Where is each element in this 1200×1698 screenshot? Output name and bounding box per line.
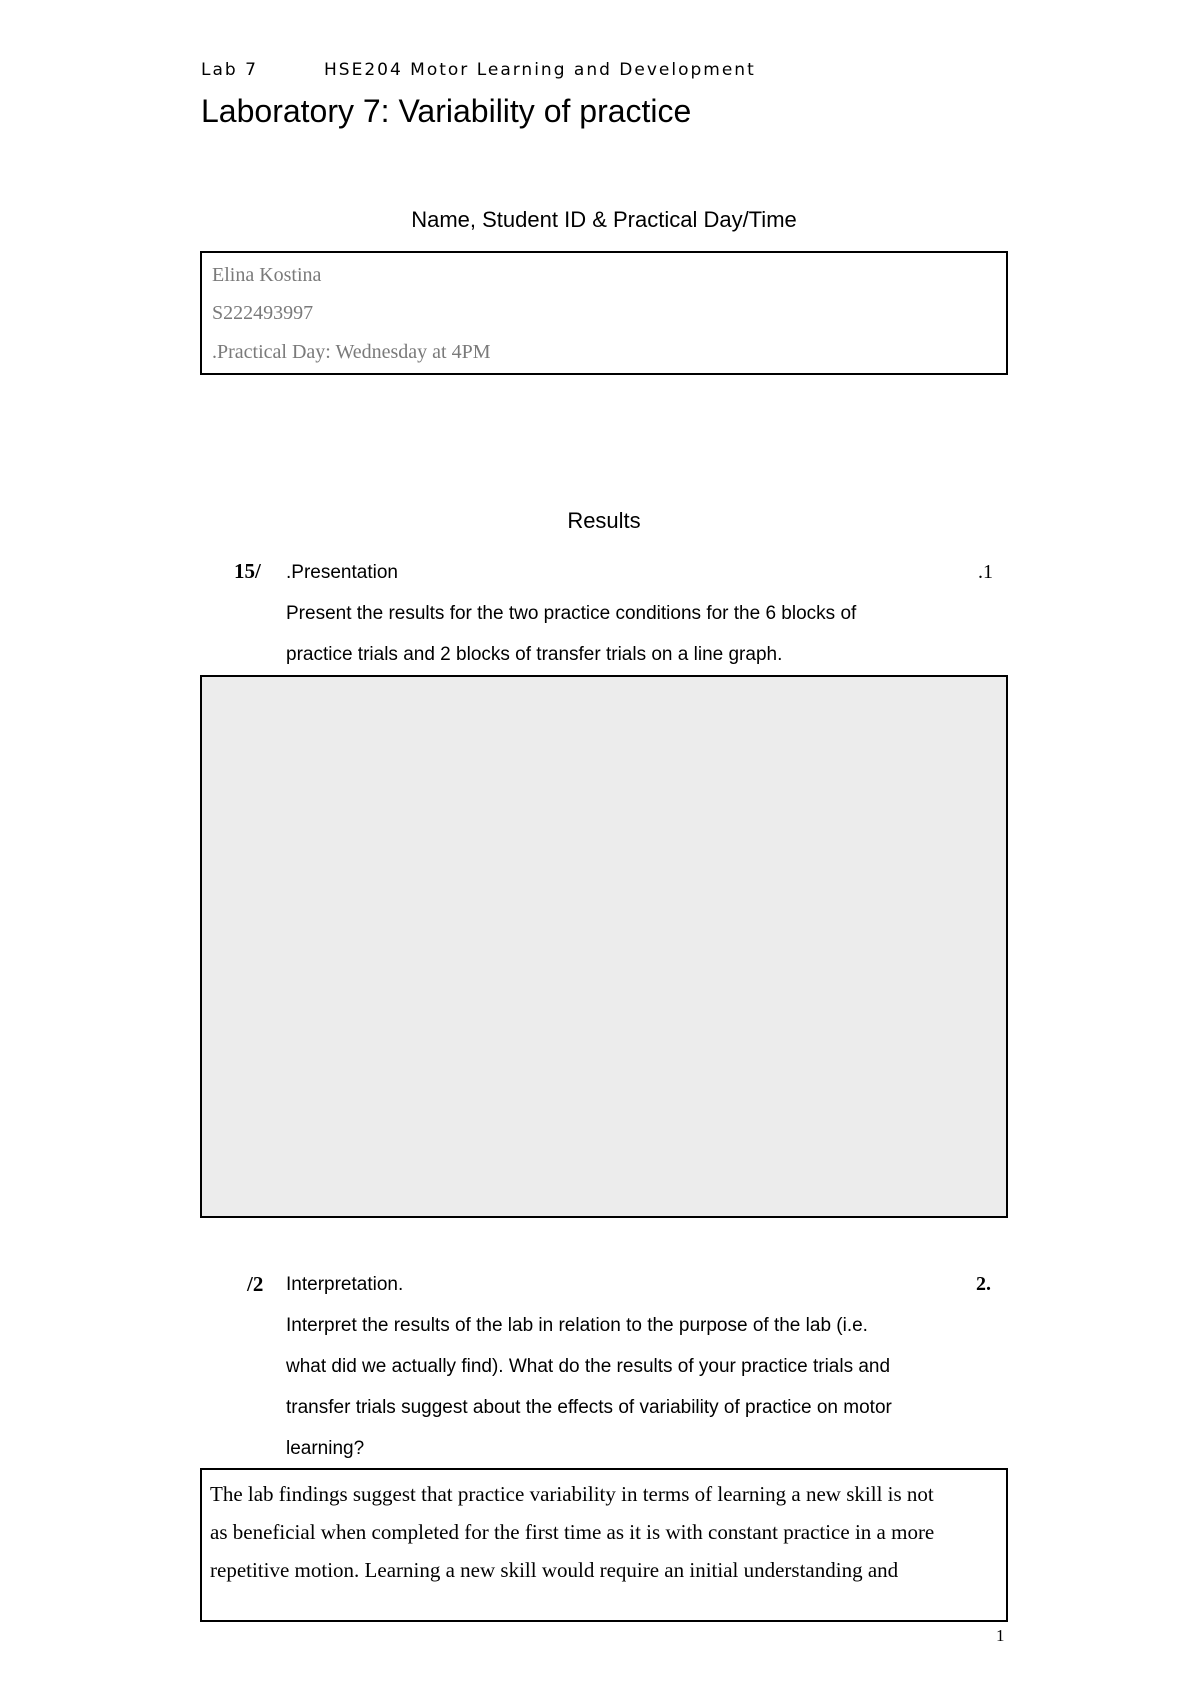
page-title: Laboratory 7: Variability of practice — [201, 93, 692, 129]
q1-text-line2: practice trials and 2 blocks of transfer trials on a line graph. — [286, 644, 783, 665]
q2-text-line2: what did we actually find). What do the results of your practice trials and — [286, 1356, 891, 1377]
answer-box — [200, 1468, 1008, 1622]
results-heading: Results — [567, 508, 641, 533]
q2-title: Interpretation. — [286, 1274, 404, 1295]
q2-text-line1: Interpret the results of the lab in relation to the purpose of the lab (i.e. — [286, 1315, 868, 1336]
practical-day: .Practical Day: Wednesday at 4PM — [212, 341, 491, 363]
header-course-title: HSE204 Motor Learning and Development — [324, 60, 756, 80]
student-name: Elina Kostina — [212, 264, 322, 286]
answer-line-3: repetitive motion. Learning a new skill would require an initial understanding and — [210, 1558, 899, 1582]
q1-title: .Presentation — [286, 562, 398, 583]
student-info-box — [200, 251, 1008, 375]
graph-placeholder — [200, 675, 1008, 1218]
answer-line-2: as beneficial when completed for the first time as it is with constant practice in a more — [210, 1520, 935, 1544]
q2-mark: /2 — [247, 1272, 264, 1296]
q1-text-line1: Present the results for the two practice conditions for the 6 blocks of — [286, 603, 857, 624]
q1-mark: 15/ — [234, 559, 261, 583]
answer-line-1: The lab findings suggest that practice variability in terms of learning a new skill is not — [210, 1482, 934, 1506]
q2-number: 2. — [976, 1273, 991, 1295]
q2-text-line3: transfer trials suggest about the effects of variability of practice on motor — [286, 1397, 892, 1418]
student-info-heading: Name, Student ID & Practical Day/Time — [411, 207, 797, 232]
page-number: 1 — [996, 1626, 1005, 1645]
header-lab-label: Lab 7 — [201, 60, 258, 80]
student-id: S222493997 — [212, 302, 314, 324]
q1-number: .1 — [978, 561, 993, 583]
q2-text-line4: learning? — [286, 1438, 365, 1459]
